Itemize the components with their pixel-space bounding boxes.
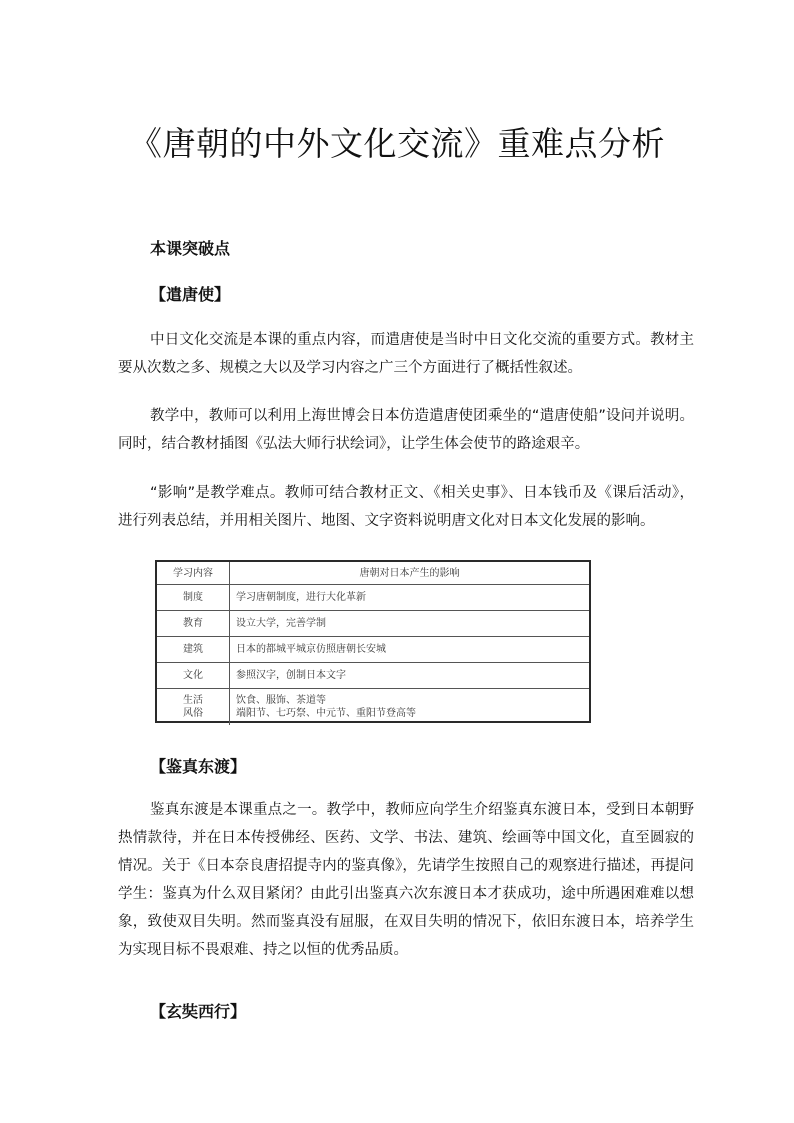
section-heading: 本课突破点	[150, 239, 231, 258]
table-row	[157, 689, 589, 725]
table-cell-effect: 学习唐朝制度，进行大化革新	[236, 592, 366, 603]
section-label-xuanzang: 【玄奘西行】	[150, 1002, 247, 1021]
paragraph: “影响”是教学难点。教师可结合教材正文、《相关史事》、日本钱币及《课后活动》，进行列表总结，并用相关图片、地图、文字资料说明唐文化对日本文化发展的影响。	[118, 485, 694, 529]
table-cell-effect-line: 端阳节、七巧祭、中元节、重阳节登高等	[236, 708, 416, 719]
table-row	[157, 637, 589, 663]
table-cell-topic: 制度	[157, 585, 230, 610]
paragraph: 中日文化交流是本课的重点内容，而遣唐使是当时中日文化交流的重要方式。教材主要从次数之多、规模之大以及学习内容之广三个方面进行了概括性叙述。	[118, 332, 694, 376]
section-label-jianzhen: 【鉴真东渡】	[150, 757, 247, 776]
table-cell-topic-line: 风俗	[183, 708, 203, 719]
table-row	[157, 663, 589, 689]
table-header-cell: 学习内容	[157, 562, 230, 584]
table-row	[157, 585, 589, 611]
table-row	[157, 611, 589, 637]
table-cell-topic	[157, 689, 230, 725]
paragraph: 鉴真东渡是本课重点之一。教学中，教师应向学生介绍鉴真东渡日本，受到日本朝野热情款待，并在日本传授佛经、医药、文学、书法、建筑、绘画等中国文化，直至圆寂的情况。关于《日本奈良唐招提寺内的鉴真像》，先请学生按照自己的观察进行描述，再提问学生：鉴真为什么双目紧闭？由此引出鉴真六次东渡日本才获成功，途中所遇困难难以想象，致使双目失明。然而鉴真没有屈服，在双目失明的情况下，依旧东渡日本，培养学生为实现目标不畏艰难、持之以恒的优秀品质。	[118, 802, 694, 958]
table-cell-topic: 文化	[157, 663, 230, 688]
paragraph: 教学中，教师可以利用上海世博会日本仿造遣唐使团乘坐的“遣唐使船”设问并说明。同时，结合教材插图《弘法大师行状绘词》，让学生体会使节的路途艰辛。	[118, 408, 694, 452]
section-label-envoys: 【遣唐使】	[150, 285, 231, 304]
table-cell-topic: 教育	[157, 611, 230, 636]
table-cell-topic-line: 生活	[183, 695, 203, 706]
table-cell-effect	[230, 689, 589, 725]
page-title: 《唐朝的中外文化交流》重难点分析	[129, 124, 665, 163]
table-cell-effect: 日本的都城平城京仿照唐朝长安城	[236, 644, 386, 655]
table-cell-topic: 建筑	[157, 637, 230, 662]
table-cell-effect: 设立大学，完善学制	[236, 618, 326, 629]
table-header-row	[157, 562, 589, 585]
influence-table	[155, 560, 591, 723]
table-cell-effect: 参照汉字，创制日本文字	[236, 670, 346, 681]
table-header-cell: 唐朝对日本产生的影响	[359, 567, 460, 579]
table-cell-effect-line: 饮食、服饰、茶道等	[236, 695, 326, 706]
